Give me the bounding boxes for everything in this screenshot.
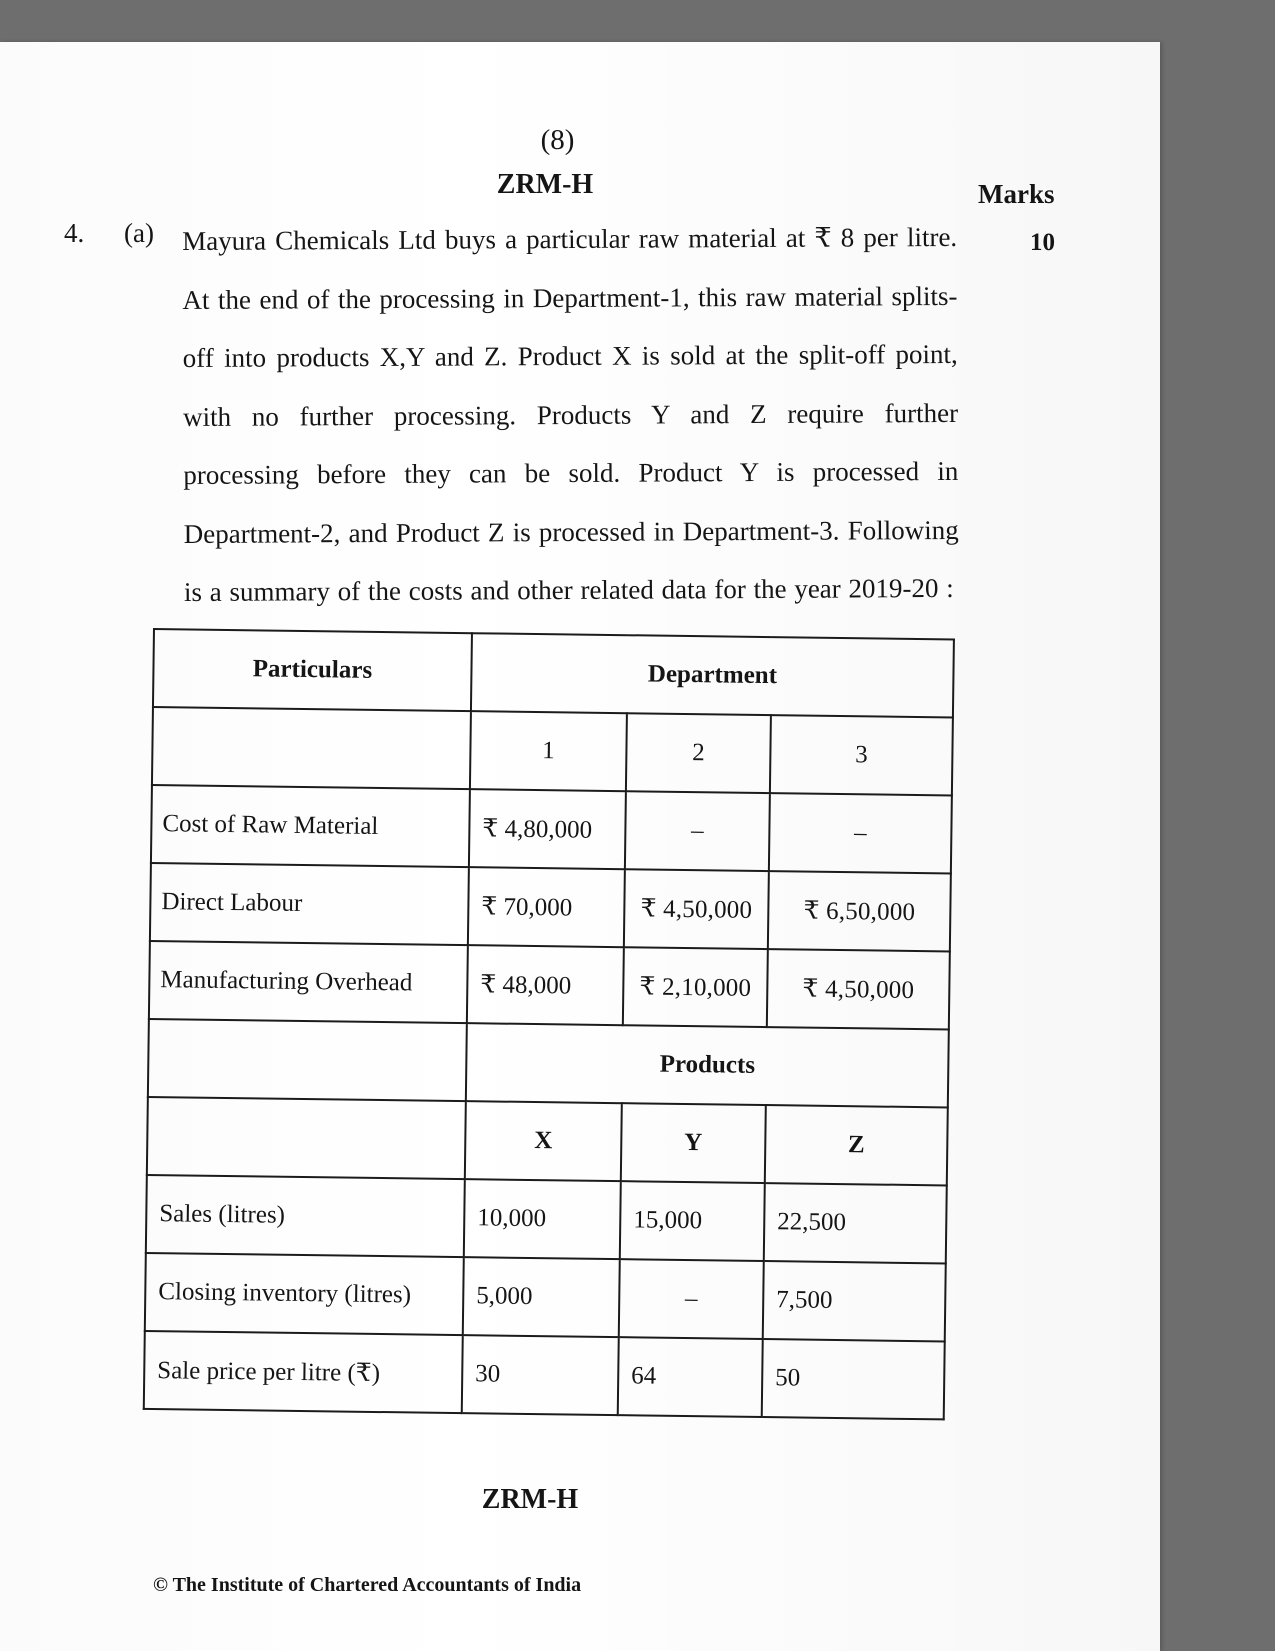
particulars-header: Particulars	[153, 629, 472, 711]
table-row	[146, 1175, 947, 1263]
products-header: Products	[466, 1023, 949, 1107]
table-row	[145, 1253, 946, 1341]
table-cell: ₹ 4,50,000	[624, 869, 769, 949]
table-cell: ₹ 4,80,000	[469, 789, 626, 869]
table-cell: ₹ 70,000	[468, 867, 625, 947]
table-cell: ₹ 6,50,000	[768, 871, 951, 951]
question-line: Mayura Chemicals Ltd buys a particular raw material at ₹ 8 per litre.	[182, 221, 958, 256]
row-label: Closing inventory (litres)	[145, 1253, 464, 1335]
empty-cell	[152, 707, 471, 789]
table-cell: 7,500	[763, 1261, 946, 1341]
table-cell: ₹ 48,000	[467, 945, 624, 1025]
table-cell: –	[625, 791, 770, 871]
question-part-label: (a)	[124, 218, 154, 248]
table-cell: 64	[618, 1337, 763, 1417]
table-header-row	[153, 629, 954, 717]
question-text	[182, 208, 959, 622]
table-cell: 15,000	[620, 1181, 765, 1261]
question-line: is a summary of the costs and other related data for the year 2019-20 :	[183, 572, 954, 607]
copyright-notice: © The Institute of Chartered Accountants of India	[153, 1574, 582, 1596]
row-label: Sales (litres)	[146, 1175, 465, 1257]
table-cell: ₹ 4,50,000	[767, 949, 950, 1029]
table-row	[144, 1331, 945, 1419]
table-row	[150, 863, 951, 951]
question-line: with no further processing. Products Y and Z require further	[182, 397, 959, 432]
table-cell: 10,000	[464, 1179, 621, 1259]
question-line: off into products X,Y and Z. Product X is sold at the split-off point,	[182, 338, 958, 373]
question-line: At the end of the processing in Department-1, this raw material splits-	[182, 280, 958, 315]
table-cell: –	[619, 1259, 764, 1339]
row-label: Cost of Raw Material	[151, 785, 470, 867]
table-cell: 50	[762, 1339, 945, 1419]
product-name-row	[147, 1097, 948, 1185]
product-z-header: Z	[765, 1105, 948, 1185]
empty-cell	[148, 1019, 467, 1101]
footer-paper-code: ZRM-H	[481, 1484, 579, 1515]
product-y-header: Y	[621, 1103, 766, 1183]
table-cell: 30	[462, 1335, 619, 1415]
department-header: Department	[471, 633, 954, 717]
question-marks: 10	[1030, 229, 1055, 256]
cost-data-table	[143, 628, 955, 1420]
department-number-row	[152, 707, 953, 795]
table-cell: –	[769, 793, 952, 873]
table-cell: 5,000	[463, 1257, 620, 1337]
department-3-header: 3	[770, 715, 953, 795]
paper-code: ZRM-H	[496, 169, 594, 200]
question-line: processing before they can be sold. Product Y is processed in	[183, 455, 959, 490]
row-label: Manufacturing Overhead	[149, 941, 468, 1023]
table-cell: ₹ 2,10,000	[623, 947, 768, 1027]
table-row	[151, 785, 952, 873]
row-label: Direct Labour	[150, 863, 469, 945]
products-heading-row	[148, 1019, 949, 1107]
department-2-header: 2	[626, 713, 771, 793]
question-number: 4.	[64, 218, 85, 248]
row-label: Sale price per litre (₹)	[144, 1331, 463, 1413]
marks-heading: Marks	[978, 179, 1055, 209]
page-number: (8)	[540, 124, 575, 156]
table-row	[149, 941, 950, 1029]
table-cell: 22,500	[764, 1183, 947, 1263]
department-1-header: 1	[470, 711, 627, 791]
question-line: Department-2, and Product Z is processed in Department-3. Following	[183, 514, 959, 549]
empty-cell	[147, 1097, 466, 1179]
product-x-header: X	[465, 1101, 622, 1181]
